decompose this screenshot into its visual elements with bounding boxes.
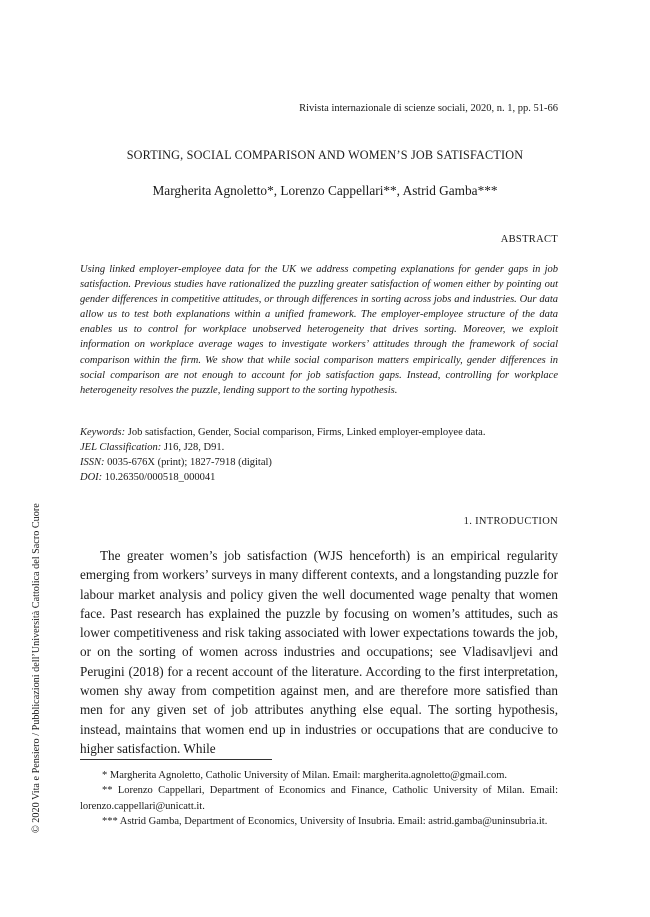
doi-label: DOI:	[80, 472, 103, 484]
doi-line	[80, 470, 558, 485]
abstract-text: Using linked employer-employee data for the UK we address competing explanations for gender gaps in job satisfaction. Previous studies have rationalized the puzzling greater satisfaction of women either by pointing out gender differences in competitive attitudes, or through differences in sorting across jobs and industries. Our data allow us to test both explanations within a unified framework. The employer-employee structure of the data enables us to control for workplace unobserved heterogeneity that drives sorting. Moreover, we exploit information on workplace average wages to investigate workers’ attitudes through the framework of social comparison within the firm. We show that while social comparison matters empirically, gender differences in social comparison are not enough to account for job satisfaction gaps. Instead, controlling for workplace heterogeneity resolves the puzzle, lending support to the sorting hypothesis.	[80, 264, 558, 396]
issn-value: 0035-676X (print); 1827-7918 (digital)	[104, 457, 272, 469]
introduction-paragraph: The greater women’s job satisfaction (WJS henceforth) is an empirical regularity emerging from workers’ surveys in many different contexts, and a longstanding puzzle for labour market analysis and policy given the well documented wage penalty that women face. Past research has explained the puzzle by focusing on women’s attitudes, such as lower competitiveness and risk taking associated with lower expectations towards the job, or on the sorting of women across industries and occupations; see Vladisavljevi and Perugini (2018) for a recent account of the literature. According to the first interpretation, women shy away from competition against men, and are therefore more satisfied than men for any given set of job attributes anything else equal. The sorting hypothesis, instead, maintains that women end up in industries or occupations that are conducive to higher satisfaction. While	[80, 548, 558, 756]
abstract-heading: ABSTRACT	[500, 234, 558, 245]
footnote-3: *** Astrid Gamba, Department of Economics, University of Insubria. Email: astrid.gamba@uninsubria.it.	[102, 816, 548, 828]
copyright-notice: © 2020 Vita e Pensiero / Pubblicazioni dell’Università Cattolica del Sacro Cuore	[31, 503, 42, 833]
running-head: Rivista internazionale di scienze sociali, 2020, n. 1, pp. 51-66	[299, 103, 558, 114]
jel-line	[80, 440, 558, 455]
issn-line	[80, 455, 558, 470]
keywords-value: Job satisfaction, Gender, Social comparison, Firms, Linked employer-employee data.	[125, 427, 486, 438]
author-list: Margherita Agnoletto*, Lorenzo Cappellari**, Astrid Gamba***	[152, 183, 498, 198]
jel-value: J16, J28, D91.	[161, 442, 225, 454]
footnote-divider	[80, 759, 272, 760]
issn-label: ISSN:	[80, 457, 105, 469]
footnote-1: * Margherita Agnoletto, Catholic University of Milan. Email: margherita.agnoletto@gmail.com.	[102, 770, 507, 781]
section-heading: 1. INTRODUCTION	[463, 516, 558, 527]
jel-label: JEL Classification:	[80, 442, 162, 454]
keywords-label: Keywords:	[80, 427, 126, 438]
paper-title: SORTING, SOCIAL COMPARISON AND WOMEN’S JOB SATISFACTION	[126, 148, 524, 162]
article-metadata	[80, 425, 558, 485]
footnote-2: ** Lorenzo Cappellari, Department of Economics and Finance, Catholic University of Milan. Email: lorenzo.cappellari@unicatt.it.	[80, 785, 558, 812]
keywords-line	[80, 425, 558, 440]
footnotes	[80, 768, 558, 830]
doi-value: 10.26350/000518_000041	[102, 472, 216, 484]
